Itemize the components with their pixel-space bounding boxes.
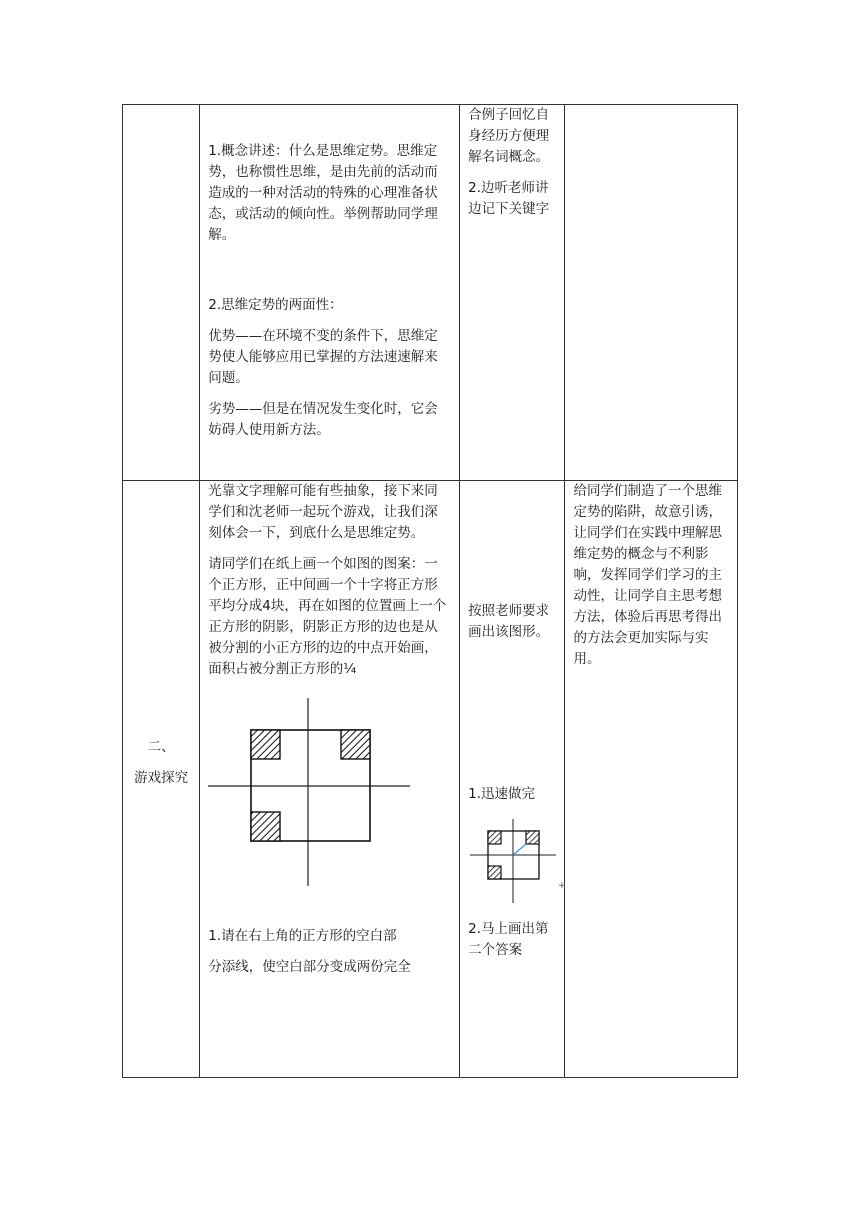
game-intro-paragraph: 光靠文字理解可能有些抽象，接下来同学们和沈老师一起玩个游戏，让我们深刻体会一下，到底什么是思维定势。: [208, 483, 438, 541]
section-number: 二、: [147, 739, 175, 755]
two-sides-heading: 2.思维定势的两面性：: [208, 297, 343, 313]
design-intent-text: 给同学们制造了一个思维定势的陷阱，故意引诱，让同学们在实践中理解思维定势的概念与不利影响，发挥同学们学习的主动性，让同学自主思考想方法，体验后再思考得出的方法会更加实际与实用。: [573, 483, 722, 667]
student-activity-cell: [460, 105, 565, 481]
concept-paragraph: 1.概念讲述：什么是思维定势。思维定势，也称惯性思维，是由先前的活动而造成的一种对活动的特殊的心理准备状态，或活动的倾向性。举例帮助同学理解。: [208, 143, 438, 243]
student-activity-cell: [460, 481, 565, 1078]
shaded-square: [526, 831, 539, 844]
task-line: 分添线，使空白部分变成两份完全: [208, 959, 411, 975]
student-activity-text: 2.马上画出第二个答案: [468, 921, 549, 958]
content-cell: [200, 105, 460, 481]
design-intent-cell: [565, 105, 738, 481]
content-cell: [200, 481, 460, 1078]
shaded-square: [341, 730, 370, 759]
advantage-paragraph: 优势——在环境不变的条件下，思维定势使人能够应用已掌握的方法速速解来问题。: [208, 328, 438, 386]
shaded-square: [251, 812, 280, 841]
square-cross-diagram: [208, 694, 424, 890]
lesson-plan-table: [122, 104, 738, 1078]
student-answer-diagram: [468, 819, 564, 903]
section-cell: [123, 481, 200, 1078]
section-cell: [123, 105, 200, 481]
drawing-instructions-paragraph: 请同学们在纸上画一个如图的图案：一个正方形，正中间画一个十字将正方形平均分成4块，再在如图的位置画上一个正方形的阴影，阴影正方形的边也是从被分割的小正方形的边的中点开始画，面积占被分割正方形的¼: [208, 556, 447, 677]
shaded-square: [488, 866, 501, 879]
shaded-square: [251, 730, 280, 759]
section-title: 游戏探究: [134, 770, 189, 786]
small-mark: +: [558, 881, 566, 891]
table-row: [123, 481, 738, 1078]
shaded-square: [488, 831, 501, 844]
task-line: 1.请在右上角的正方形的空白部: [208, 928, 397, 944]
student-activity-text: 2.边听老师讲边记下关键字: [468, 180, 550, 217]
student-activity-text: 合例子回忆自身经历方便理解名词概念。: [468, 107, 550, 165]
table-row: [123, 105, 738, 481]
student-activity-text: 1.迅速做完: [468, 786, 536, 802]
student-activity-text: 按照老师要求画出该图形。: [468, 603, 550, 640]
design-intent-cell: [565, 481, 738, 1078]
disadvantage-paragraph: 劣势——但是在情况发生变化时，它会妨碍人使用新方法。: [208, 401, 438, 438]
